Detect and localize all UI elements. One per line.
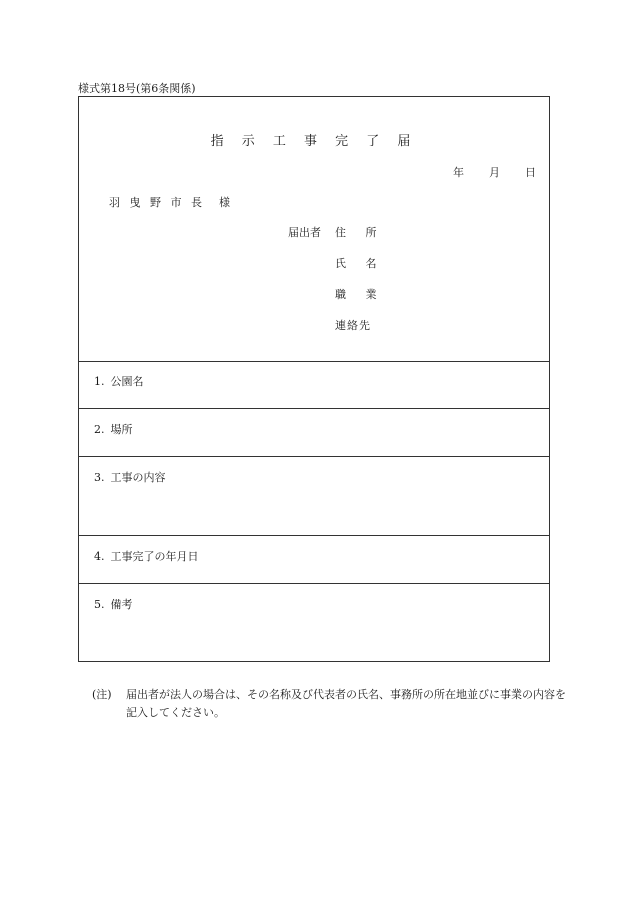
- footnote-label: (注): [92, 688, 112, 701]
- applicant-label: 届出者: [288, 226, 321, 239]
- form-title: 指 示 工 事 完 了 届: [210, 134, 418, 149]
- field-row-park-name: [79, 361, 549, 409]
- applicant-occupation-label: 職 業: [335, 288, 385, 301]
- form-number: 様式第18号(第6条関係): [78, 82, 196, 95]
- field-label: 1. 公園名: [94, 375, 144, 388]
- field-row-work-details: [79, 457, 549, 536]
- applicant-name-label: 氏 名: [335, 257, 385, 270]
- field-row-location: [79, 409, 549, 457]
- date-day-label: 日: [525, 166, 536, 179]
- footnote-text: 届出者が法人の場合は、その名称及び代表者の氏名、事務所の所在地並びに事業の内容を記入してください。: [126, 688, 566, 719]
- form-frame: [78, 96, 550, 662]
- applicant-address-label: 住 所: [335, 226, 385, 239]
- field-label: 3. 工事の内容: [94, 471, 166, 484]
- applicant-contact-label: 連絡先: [335, 319, 371, 332]
- date-month-label: 月: [489, 166, 500, 179]
- field-label: 2. 場所: [94, 423, 133, 436]
- field-label: 5. 備考: [94, 598, 133, 611]
- field-row-remarks: [79, 584, 549, 663]
- field-label: 4. 工事完了の年月日: [94, 550, 199, 563]
- field-row-completion-date: [79, 536, 549, 584]
- header-section: [79, 97, 549, 362]
- addressee: 羽 曳 野 市 長 様: [109, 196, 233, 209]
- date-year-label: 年: [453, 166, 464, 179]
